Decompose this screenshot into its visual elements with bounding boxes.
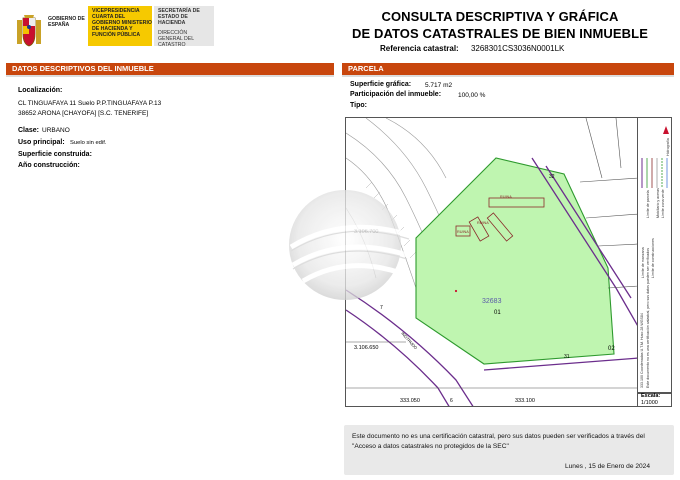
neighbor-02: 02 — [608, 346, 615, 352]
descriptive-section-bar — [6, 63, 334, 75]
parcel-polygon[interactable] — [416, 158, 614, 364]
parcel-point — [455, 290, 457, 292]
ruina-label-3: RUINA — [457, 230, 469, 234]
ruina-label-1: RUINA — [500, 195, 512, 199]
scale-value: 1/1000 — [641, 400, 658, 406]
legend-parcela: Límite de parcela — [646, 190, 650, 218]
ref-label: Referencia catastral: — [380, 44, 459, 53]
catastro-watermark-icon — [283, 175, 423, 305]
legend-zona-verde: Límite zona verde — [661, 189, 665, 218]
scale-label: Escala: — [641, 393, 661, 399]
uso-label: Uso principal: — [18, 139, 65, 146]
title-line-2: DE DATOS CATASTRALES DE BIEN INMUEBLE — [352, 26, 648, 41]
legend-note: Este documento no es una certificación catastral, pero sus datos pueden ser verificados — [646, 247, 650, 388]
secretariat-label: SECRETARÍA DE ESTADO DE HACIENDA — [158, 8, 200, 26]
parcel-number: 32683 — [482, 298, 502, 305]
gov-label: GOBIERNO DE ESPAÑA — [48, 16, 85, 28]
coord-x-left: 333.050 — [400, 398, 420, 404]
map-legend — [638, 117, 672, 393]
clase-value: URBANO — [42, 127, 70, 134]
cadastral-reference — [380, 44, 564, 53]
superficie-grafica-label: Superficie gráfica: — [350, 81, 412, 88]
address-line-2: 38652 ARONA [CHAYOFA] [S.C. TENERIFE] — [18, 110, 149, 117]
legend-construcciones: Límite de construcciones — [651, 238, 655, 278]
clase-label: Clase: — [18, 127, 40, 134]
document-header — [0, 0, 680, 56]
ruina-label-2: RUINA — [477, 221, 489, 225]
map-label-6: 6 — [450, 398, 453, 404]
map-label-31: 31 — [564, 354, 570, 360]
superficie-label: Superficie construida: — [18, 151, 92, 158]
document-title — [330, 8, 670, 42]
ref-value: 3268301CS3036N0001LK — [470, 44, 565, 53]
coat-of-arms-icon — [14, 14, 44, 50]
anio-label: Año construcción: — [18, 162, 80, 169]
parcel-section-bar: PARCELA — [342, 63, 674, 75]
superficie-grafica-value: 5.717 m2 — [425, 82, 453, 89]
address-line-1: CL TINGUAFAYA 11 Suelo P.P.TINGUAFAYA P.13 — [18, 100, 162, 107]
coord-y-bottom: 3.106.650 — [354, 345, 379, 351]
ministry-label: VICEPRESIDENCIA CUARTA DEL GOBIERNO MINISTERIO DE HACIENDA Y FUNCIÓN PÚBLICA — [92, 8, 152, 38]
map-label-32: 32 — [549, 174, 555, 180]
legend-manzana: Límite de manzana — [641, 247, 645, 278]
parcel-sub: 01 — [494, 310, 501, 316]
document-date: Lunes , 15 de Enero de 2024 — [564, 463, 650, 470]
participacion-label: Participación del inmueble: — [350, 91, 442, 98]
tipo-label: Tipo: — [350, 102, 367, 109]
legend-mobiliario: Mobiliario y aceras — [656, 188, 660, 218]
bar-shadow — [6, 75, 334, 77]
street-label: INGTRUDO — [400, 331, 419, 351]
directorate-label: DIRECCIÓN GENERAL DEL CATASTRO — [158, 30, 194, 48]
title-line-1: CONSULTA DESCRIPTIVA Y GRÁFICA — [381, 9, 619, 24]
legend-utm: 333.100 Coordenadas U.T.M. Huso 28 WGS84 — [640, 313, 644, 388]
bar-shadow — [342, 75, 674, 77]
verification-note: Este documento no es una certificación catastral, pero sus datos pueden ser verificados a través del "Acceso a datos catastrales no protegidos de la SEC" — [352, 433, 645, 450]
legend-hidrografia: Hidrografía — [666, 138, 670, 156]
bar-left-emph: INMUEBLE — [114, 64, 154, 73]
coord-x-right: 333.100 — [515, 398, 535, 404]
localizacion-label: Localización: — [18, 87, 63, 94]
map-label-7: 7 — [380, 305, 383, 311]
participacion-value: 100,00 % — [458, 92, 486, 99]
uso-value: Suelo sin edif. — [70, 140, 107, 146]
bar-left-prefix: DATOS DESCRIPTIVOS DEL — [12, 64, 115, 73]
